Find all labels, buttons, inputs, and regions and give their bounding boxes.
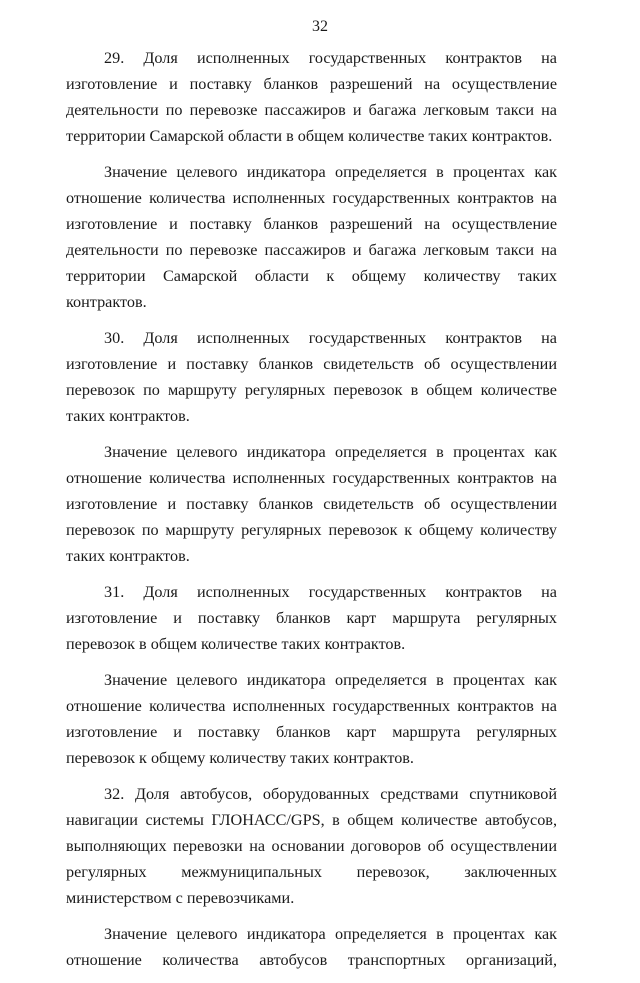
paragraph-value-29: Значение целевого индикатора определяется в процентах как отношение количества исполненных государственных контрактов на изготовление и поставку бланков разрешений на осуществление деятельности по перевозке пассажиров и багажа легковым такси на территории Самарской области к общему количеству таких контрактов. [66, 163, 557, 311]
paragraph-value-30: Значение целевого индикатора определяется в процентах как отношение количества исполненных государственных контрактов на изготовление и поставку бланков свидетельств об осуществлении перевозок по маршруту регулярных перевозок к общему количеству таких контрактов. [66, 443, 557, 565]
paragraph-item-29: 29. Доля исполненных государственных контрактов на изготовление и поставку бланков разрешений на осуществление деятельности по перевозке пассажиров и багажа легковым такси на территории Самарской области в общем количестве таких контрактов. [66, 49, 557, 145]
paragraph-item-30: 30. Доля исполненных государственных контрактов на изготовление и поставку бланков свидетельств об осуществлении перевозок по маршруту регулярных перевозок в общем количестве таких контрактов. [66, 329, 557, 425]
page-number: 32 [312, 18, 328, 35]
paragraph-item-32: 32. Доля автобусов, оборудованных средствами спутниковой навигации системы ГЛОНАСС/GPS, в общем количестве автобусов, выполняющих перевозки на основании договоров об осуществлении регулярных межмуниципальных перевозок, заключенных министерством с перевозчиками. [66, 785, 557, 907]
paragraph-item-31: 31. Доля исполненных государственных контрактов на изготовление и поставку бланков карт маршрута регулярных перевозок в общем количестве таких контрактов. [66, 583, 557, 653]
document-body [66, 45, 557, 983]
paragraph-value-31: Значение целевого индикатора определяется в процентах как отношение количества исполненных государственных контрактов на изготовление и поставку бланков карт маршрута регулярных перевозок к общему количеству таких контрактов. [66, 671, 557, 767]
paragraph-value-32: Значение целевого индикатора определяется в процентах как отношение количества автобусов транспортных организаций, [66, 925, 557, 969]
